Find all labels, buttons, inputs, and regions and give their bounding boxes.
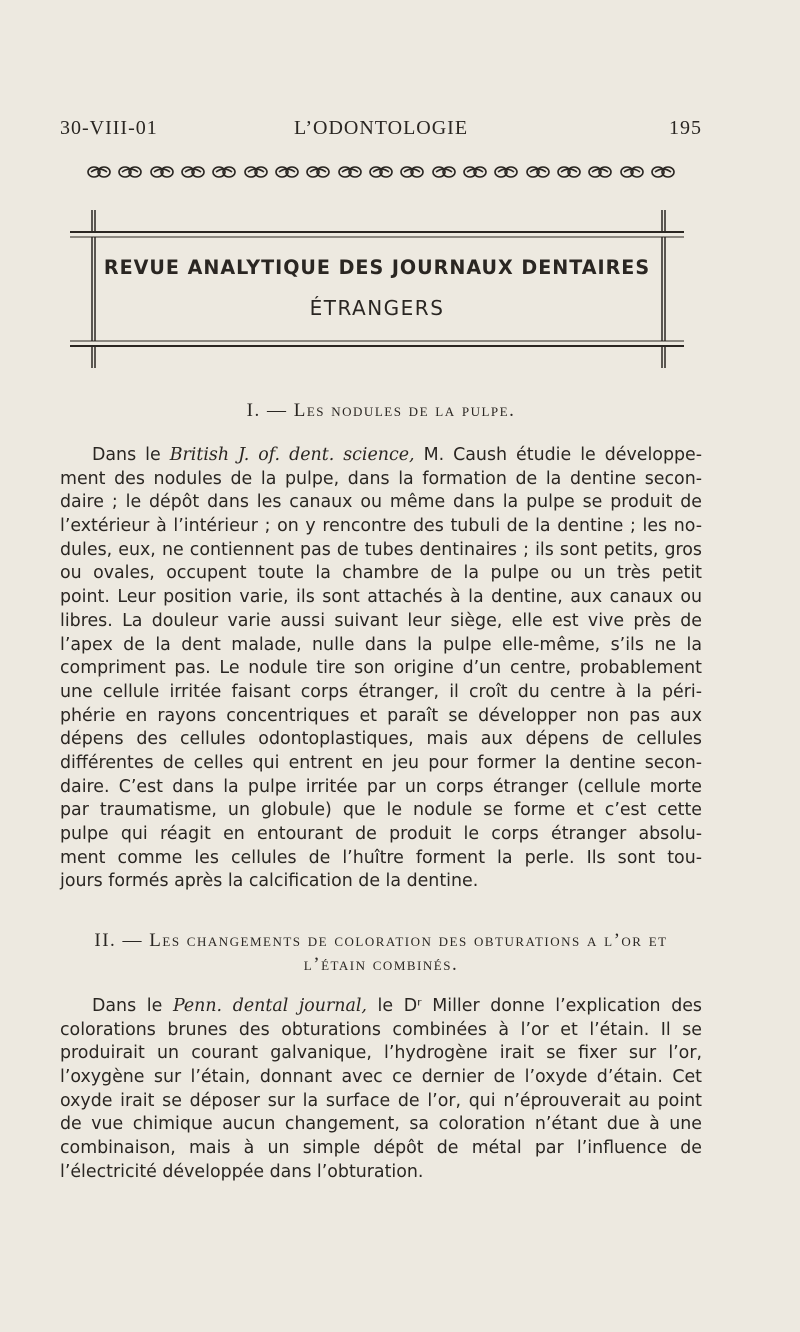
text-line: l’apex de la dent malade, nulle dans la pulpe elle-même, s’ils ne la — [60, 634, 702, 655]
journal-title: L’ODONTOLOGIE — [293, 117, 469, 139]
chain-ornament-icon — [211, 164, 237, 180]
text-line: par traumatisme, un globule) que le nodule se forme et c’est cette — [60, 800, 702, 821]
running-head — [60, 117, 702, 145]
issue-date: 30-VIII-01 — [60, 117, 158, 139]
text-line: l’électricité développée dans l’obturation. — [60, 1161, 424, 1182]
section-2-heading — [60, 930, 702, 952]
text-line: ment comme les cellules de l’huître forment la perle. Ils sont tou- — [60, 847, 702, 868]
chain-ornament-icon — [525, 164, 551, 180]
chain-ornament-icon — [462, 164, 488, 180]
banner-title: REVUE ANALYTIQUE DES JOURNAUX DENTAIRES — [103, 256, 651, 279]
text-line: dépens des cellules odontoplastiques, mais aux dépens de cellules — [60, 729, 702, 750]
journal-citation: British J. of. dent. science, — [169, 445, 415, 465]
text-line: ou ovales, occupent toute la chambre de la pulpe ou un très petit — [60, 563, 702, 584]
text-line: différentes de celles qui entrent en jeu pour former la dentine secon- — [60, 752, 702, 773]
chain-ornament-icon — [368, 164, 394, 180]
chain-ornament-icon — [149, 164, 175, 180]
text-line: ment des nodules de la pulpe, dans la formation de la dentine secon- — [60, 468, 702, 489]
chain-ornament-icon — [274, 164, 300, 180]
text-line: une cellule irritée faisant corps étranger, il croît du centre à la péri- — [60, 681, 702, 702]
text-line: jours formés après la calcification de la dentine. — [60, 871, 479, 892]
text-line: Dans le British J. of. dent. science, M. Caush étudie le développe- — [92, 445, 703, 465]
chain-ornament-icon — [619, 164, 645, 180]
chain-ornament-icon — [650, 164, 676, 180]
section-2-heading-cont — [60, 954, 702, 976]
section-1-heading — [60, 400, 702, 422]
banner-frame-rules — [70, 200, 684, 380]
text-line: libres. La douleur varie aussi suivant leur siège, elle est vive près de — [60, 610, 702, 631]
text-line: phérie en rayons concentriques et paraît se développer non pas aux — [60, 705, 702, 726]
section-1-paragraph — [60, 444, 702, 894]
chain-ornament-icon — [556, 164, 582, 180]
banner-subtitle: ÉTRANGERS — [309, 296, 445, 320]
section-1-title: Les nodules de la pulpe. — [293, 400, 516, 421]
journal-citation: Penn. dental journal, — [172, 996, 367, 1016]
section-2-paragraph — [60, 995, 702, 1185]
chain-ornament-icon — [431, 164, 457, 180]
chain-ornament-icon — [493, 164, 519, 180]
text-line: point. Leur position varie, ils sont attachés à la dentine, aux canaux ou — [60, 587, 702, 608]
section-1-number: I. — — [246, 400, 288, 421]
text-line: daire. C’est dans la pulpe irritée par un corps étranger (cellule morte — [60, 776, 702, 797]
text-line: oxyde irait se déposer sur la surface de l’or, qui n’éprouverait au point — [60, 1090, 702, 1111]
text-line: Dans le Penn. dental journal, le Dʳ Miller donne l’explication des — [92, 996, 702, 1016]
text-line: colorations brunes des obturations combinées à l’or et l’étain. Il se — [60, 1019, 702, 1040]
chain-ornament-icon — [587, 164, 613, 180]
chain-ornament-icon — [243, 164, 269, 180]
chain-ornament-icon — [117, 164, 143, 180]
text-line: l’extérieur à l’intérieur ; on y rencontre des tubuli de la dentine ; les no- — [60, 516, 702, 537]
text-line: daire ; le dépôt dans les canaux ou même dans la pulpe se produit de — [60, 492, 702, 513]
text-line: produirait un courant galvanique, l’hydrogène irait se fixer sur l’or, — [60, 1043, 702, 1064]
section-2-number: II. — — [94, 930, 144, 951]
chain-ornament-icon — [305, 164, 331, 180]
text-line: pulpe qui réagit en entourant de produit le corps étranger absolu- — [60, 824, 702, 844]
ornament-border — [86, 160, 676, 184]
text-line: de vue chimique aucun changement, sa coloration n’étant due à une — [60, 1114, 702, 1135]
chain-ornament-icon — [337, 164, 363, 180]
text-line: compriment pas. Le nodule tire son origine d’un centre, probablement — [60, 658, 702, 679]
page-number: 195 — [669, 117, 702, 139]
chain-ornament-icon — [399, 164, 425, 180]
banner-frame — [70, 200, 684, 380]
text-line: dules, eux, ne contiennent pas de tubes dentinaires ; ils sont petits, gros — [60, 539, 702, 560]
text-line: combinaison, mais à un simple dépôt de métal par l’influence de — [60, 1138, 702, 1159]
section-2-title-line-1: Les changements de coloration des obturations a l’or et — [149, 930, 668, 951]
chain-ornament-icon — [86, 164, 112, 180]
text-line: l’oxygène sur l’étain, donnant avec ce dernier de l’oxyde d’étain. Cet — [60, 1067, 702, 1088]
chain-ornament-icon — [180, 164, 206, 180]
section-2-title-line-2: l’étain combinés. — [303, 954, 459, 975]
